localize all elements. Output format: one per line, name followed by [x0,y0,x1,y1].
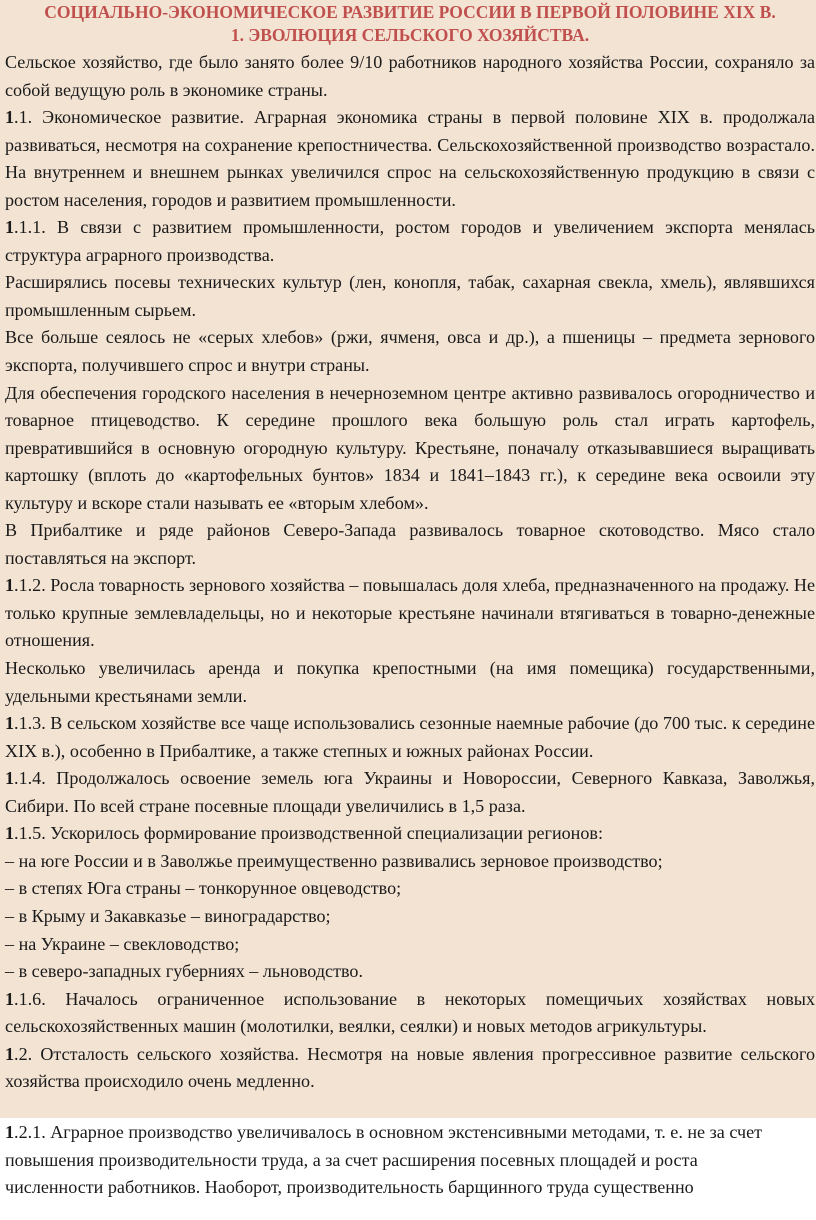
para-text: Расширялись посевы технических культур (лен, конопля, табак, сахарная свекла, хмель), являвшихся промышленным сырьем. [5,272,815,320]
paragraph-intro [5,49,815,104]
paragraph-1-1-1 [5,214,815,269]
para-number: 1 [5,217,15,238]
para-text: .1.3. В сельском хозяйстве все чаще использовались сезонные наемные рабочие (до 700 тыс. к середине XIX в.), особенно в Прибалтике, а также степных и южных районах России. [5,713,815,761]
list-item [5,903,815,931]
para-text: .1.6. Началось ограниченное использование в некоторых помещичьих хозяйствах новых сельскохозяйственных машин (молотилки, веялки, сеялки) и новых методов агрикультуры. [5,988,815,1037]
para-text: .1.4. Продолжалось освоение земель юга Украины и Новороссии, Северного Кавказа, Заволжья, Сибири. По всей стране посевные площади увеличились в 1,5 раза. [5,768,815,816]
para-number: 1 [5,575,15,596]
paragraph-wheat [5,324,815,379]
para-text: – в степях Юга страны – тонкорунное овцеводство; [5,878,402,899]
document-title: СОЦИАЛЬНО-ЭКОНОМИЧЕСКОЕ РАЗВИТИЕ РОССИИ В ПЕРВОЙ ПОЛОВИНЕ XIX В. [44,2,776,22]
para-text: .2. Отсталость сельского хозяйства. Несмотря на новые явления прогрессивное развитие сельского хозяйства происходило очень медленно. [5,1043,815,1092]
para-text: В Прибалтике и ряде районов Северо-Запада развивалось товарное скотоводство. Мясо стало поставляться на экспорт. [5,520,815,568]
para-text: .1.2. Росла товарность зернового хозяйства – повышалась доля хлеба, предназначенного на продажу. Не только крупные землевладельцы, но и некоторые крестьяне начинали втягиваться в товарно-денежные отношения. [5,575,815,651]
para-number: 1 [5,1122,15,1142]
para-text: .1. Экономическое развитие. Аграрная экономика страны в первой половине XIX в. продолжала развиваться, несмотря на сохранение крепостничества. Сельскохозяйственной производство возрастало. На внутреннем и внешнем рынках увеличился спрос на сельскохозяйственную продукцию в связи с ростом населения, городов и развитием промышленности. [5,107,815,210]
paragraph-1-1 [5,104,815,214]
para-number: 1 [5,988,15,1009]
list-item [5,848,815,876]
para-text: – в Крыму и Закавказье – виноградарство; [5,905,331,926]
section-title: 1. ЭВОЛЮЦИЯ СЕЛЬСКОГО ХОЗЯЙСТВА. [230,25,590,45]
para-text: Несколько увеличилась аренда и покупка крепостными (на имя помещика) государственными, удельными крестьянами земли. [5,658,815,706]
paragraph-livestock [5,517,815,572]
para-number: 1 [5,107,15,128]
paragraph-1-1-6 [5,986,815,1041]
list-item [5,931,815,959]
paragraph-1-1-2 [5,572,815,655]
paragraph-land-lease [5,655,815,710]
paragraph-1-1-5 [5,820,815,848]
para-text: .2.1. Аграрное производство увеличивалось в основном экстенсивными методами, т. е. не за счет повышения производительности труда, а за счет расширения посевных площадей и роста численности работников. Наоборот, производительность барщинного труда существенно [5,1122,763,1198]
paragraph-1-2 [5,1041,815,1096]
list-item [5,958,815,986]
para-text: – на Украине – свекловодство; [5,933,240,954]
paragraph-1-1-4 [5,765,815,820]
para-text: .1.5. Ускорилось формирование производственной специализации регионов: [14,823,603,844]
paragraph-vegetables [5,380,815,518]
continuation-text-area [0,1118,816,1220]
list-item [5,875,815,903]
para-text: – в северо-западных губерниях – льноводство. [5,961,363,982]
para-number: 1 [5,823,15,844]
para-text: – на юге России и в Заволжье преимущественно развивались зерновое производство; [5,850,663,871]
para-number: 1 [5,768,15,789]
paragraph-1-1-3 [5,710,815,765]
para-text: Для обеспечения городского населения в нечерноземном центре активно развивалось огородничество и товарное птицеводство. К середине прошлого века большую роль стал играть картофель, превратившийся в основную огородную культуру. Крестьяне, поначалу отказывавшиеся выращивать картошку (вплоть до «картофельных бунтов» 1834 и 1841–1843 гг.), к середине века освоили эту культуру и вскоре стали называть ее «вторым хлебом». [5,382,815,513]
para-text: .1.1. В связи с развитием промышленности, ростом городов и увеличением экспорта менялась структура аграрного производства. [5,217,815,265]
para-number: 1 [5,1043,15,1064]
para-text: Все больше сеялось не «серых хлебов» (ржи, ячменя, овса и др.), а пшеницы – предмета зернового экспорта, получившего спрос и внутри страны. [5,327,815,376]
para-number: 1 [5,713,15,734]
para-text: Сельское хозяйство, где было занято более 9/10 работников народного хозяйства России, сохраняло за собой ведущую роль в экономике страны. [5,52,815,100]
paragraph-technical-crops [5,269,815,324]
paragraph-1-2-1 [5,1119,766,1202]
